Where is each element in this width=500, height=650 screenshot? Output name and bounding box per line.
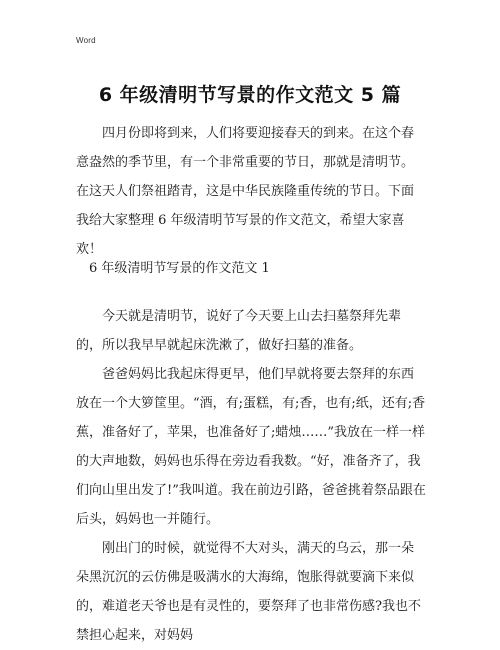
body-paragraph: 刚出门的时候，就觉得不大对头，满天的乌云，那一朵朵黑沉沉的云仿佛是吸满水的大海绵，饱胀得就要滴下来似的，难道老天爷也是有灵性的，要祭拜了也非常伤感?我也不禁担心起来，对妈妈 xyxy=(76,541,421,643)
essay-body xyxy=(76,302,426,650)
body-paragraph: 今天就是清明节，说好了今天要上山去扫墓祭拜先辈的，所以我早早就起床洗漱了，做好扫墓的准备。 xyxy=(76,309,402,353)
body-paragraph: 爸爸妈妈比我起床得更早，他们早就将要去祭拜的东西放在一个大箩筐里。“酒，有;蛋糕，有;香，也有;纸，还有;香蕉，准备好了，苹果，也准备好了;蜡烛……”我放在一样一样的大声地数，妈妈也乐得在旁边看我数。“好，准备齐了，我们向山里出发了!”我叫道。我在前边引路，爸爸挑着祭品跟在后头，妈妈也一并随行。 xyxy=(76,367,426,527)
intro-section xyxy=(76,119,426,264)
section-heading: 6 年级清明节写景的作文范文 1 xyxy=(89,261,270,276)
intro-paragraph: 四月份即将到来，人们将要迎接春天的到来。在这个春意盎然的季节里，有一个非常重要的节日，那就是清明节。在这天人们祭祖踏青，这是中华民族隆重传统的节日。下面我给大家整理 6 年级清明节写景的作文范文，希望大家喜欢！ xyxy=(76,126,415,257)
document-title: 6 年级清明节写景的作文范文 5 篇 xyxy=(98,84,402,106)
document-header-label: Word xyxy=(76,36,96,45)
